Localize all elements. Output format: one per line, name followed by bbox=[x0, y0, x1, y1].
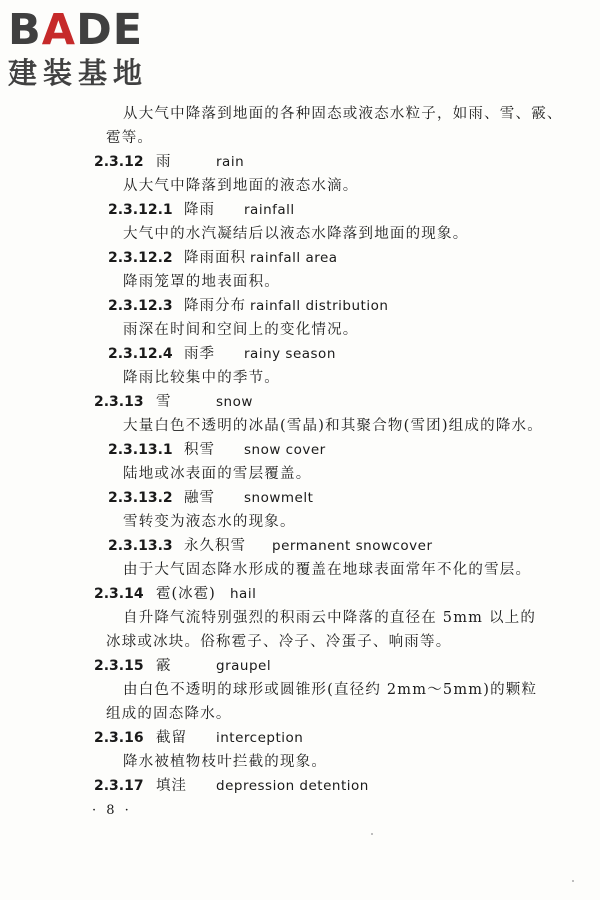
definition-text: 组成的固态降水。 bbox=[106, 706, 232, 722]
term-english: depression detention bbox=[216, 778, 369, 794]
term-entry bbox=[108, 536, 433, 556]
term-english: rain bbox=[216, 154, 245, 170]
term-chinese: 雹(冰雹) bbox=[156, 586, 216, 602]
term-chinese: 雨季 bbox=[184, 346, 215, 362]
term-chinese: 填洼 bbox=[156, 778, 187, 794]
term-chinese: 降雨分布 bbox=[184, 298, 246, 314]
definition-text: 自升降气流特别强烈的积雨云中降落的直径在 5mm 以上的 bbox=[123, 610, 537, 626]
term-chinese: 降雨 bbox=[184, 202, 215, 218]
term-number: 2.3.12 bbox=[94, 154, 144, 170]
definition-text: 降雨比较集中的季节。 bbox=[123, 370, 280, 386]
term-number: 2.3.13.2 bbox=[108, 490, 173, 506]
term-chinese: 积雪 bbox=[184, 442, 215, 458]
term-number: 2.3.12.4 bbox=[108, 346, 173, 362]
term-english: rainfall area bbox=[250, 250, 338, 266]
term-number: 2.3.12.2 bbox=[108, 250, 173, 266]
definition-text: 降水被植物枝叶拦截的现象。 bbox=[123, 754, 328, 770]
definition-text: 大量白色不透明的冰晶(雪晶)和其聚合物(雪团)组成的降水。 bbox=[123, 418, 543, 434]
term-chinese: 降雨面积 bbox=[184, 250, 246, 266]
term-chinese: 霰 bbox=[156, 658, 172, 674]
logo-letter-b: B bbox=[8, 5, 42, 55]
term-english: rainfall distribution bbox=[250, 298, 389, 314]
definition-text: 雨深在时间和空间上的变化情况。 bbox=[123, 322, 359, 338]
term-number: 2.3.15 bbox=[94, 658, 144, 674]
term-number: 2.3.13.3 bbox=[108, 538, 173, 554]
page-number: · 8 · bbox=[92, 803, 132, 818]
term-entry bbox=[94, 152, 244, 172]
definition-text: 冰球或冰块。俗称雹子、冷子、冷蛋子、响雨等。 bbox=[106, 634, 452, 650]
term-chinese: 雨 bbox=[156, 154, 172, 170]
term-english: snowmelt bbox=[244, 490, 314, 506]
term-number: 2.3.12.1 bbox=[108, 202, 173, 218]
term-chinese: 雪 bbox=[156, 394, 172, 410]
term-entry bbox=[94, 392, 253, 412]
term-english: interception bbox=[216, 730, 304, 746]
term-chinese: 永久积雪 bbox=[184, 538, 246, 554]
term-english: rainy season bbox=[244, 346, 336, 362]
term-english: graupel bbox=[216, 658, 272, 674]
definition-text: 从大气中降落到地面的液态水滴。 bbox=[123, 178, 359, 194]
term-entry bbox=[108, 488, 313, 508]
term-number: 2.3.16 bbox=[94, 730, 144, 746]
logo-tagline: 建装基地 bbox=[8, 56, 149, 90]
term-chinese: 融雪 bbox=[184, 490, 215, 506]
term-entry bbox=[108, 248, 338, 268]
term-english: rainfall bbox=[244, 202, 295, 218]
definition-text: 从大气中降落到地面的各种固态或液态水粒子，如雨、雪、霰、 bbox=[123, 106, 563, 122]
definition-text: 陆地或冰表面的雪层覆盖。 bbox=[123, 466, 312, 482]
term-english: permanent snowcover bbox=[272, 538, 433, 554]
term-chinese: 截留 bbox=[156, 730, 187, 746]
definition-text: 大气中的水汽凝结后以液态水降落到地面的现象。 bbox=[123, 226, 469, 242]
logo-wordmark bbox=[8, 6, 178, 54]
term-entry bbox=[94, 584, 256, 604]
term-english: hail bbox=[230, 586, 257, 602]
definition-text: 由于大气固态降水形成的覆盖在地球表面常年不化的雪层。 bbox=[123, 562, 532, 578]
definition-text: 由白色不透明的球形或圆锥形(直径约 2mm～5mm)的颗粒 bbox=[123, 682, 538, 698]
term-entry bbox=[108, 296, 388, 316]
brand-logo bbox=[8, 6, 178, 96]
scan-speck bbox=[572, 880, 574, 882]
term-number: 2.3.13.1 bbox=[108, 442, 173, 458]
definition-text: 雹等。 bbox=[106, 130, 154, 146]
term-entry bbox=[108, 344, 336, 364]
term-english: snow cover bbox=[244, 442, 326, 458]
term-number: 2.3.12.3 bbox=[108, 298, 173, 314]
term-number: 2.3.14 bbox=[94, 586, 144, 602]
logo-letters-de: DE bbox=[76, 5, 144, 55]
term-number: 2.3.13 bbox=[94, 394, 144, 410]
definition-text: 雪转变为液态水的现象。 bbox=[123, 514, 296, 530]
term-entry bbox=[94, 728, 303, 748]
definition-text: 降雨笼罩的地表面积。 bbox=[123, 274, 280, 290]
scan-speck bbox=[371, 833, 373, 835]
logo-letter-a: A bbox=[41, 5, 77, 55]
term-entry bbox=[94, 776, 369, 796]
term-entry bbox=[108, 200, 295, 220]
term-entry bbox=[94, 656, 271, 676]
term-english: snow bbox=[216, 394, 253, 410]
term-number: 2.3.17 bbox=[94, 778, 144, 794]
term-entry bbox=[108, 440, 326, 460]
